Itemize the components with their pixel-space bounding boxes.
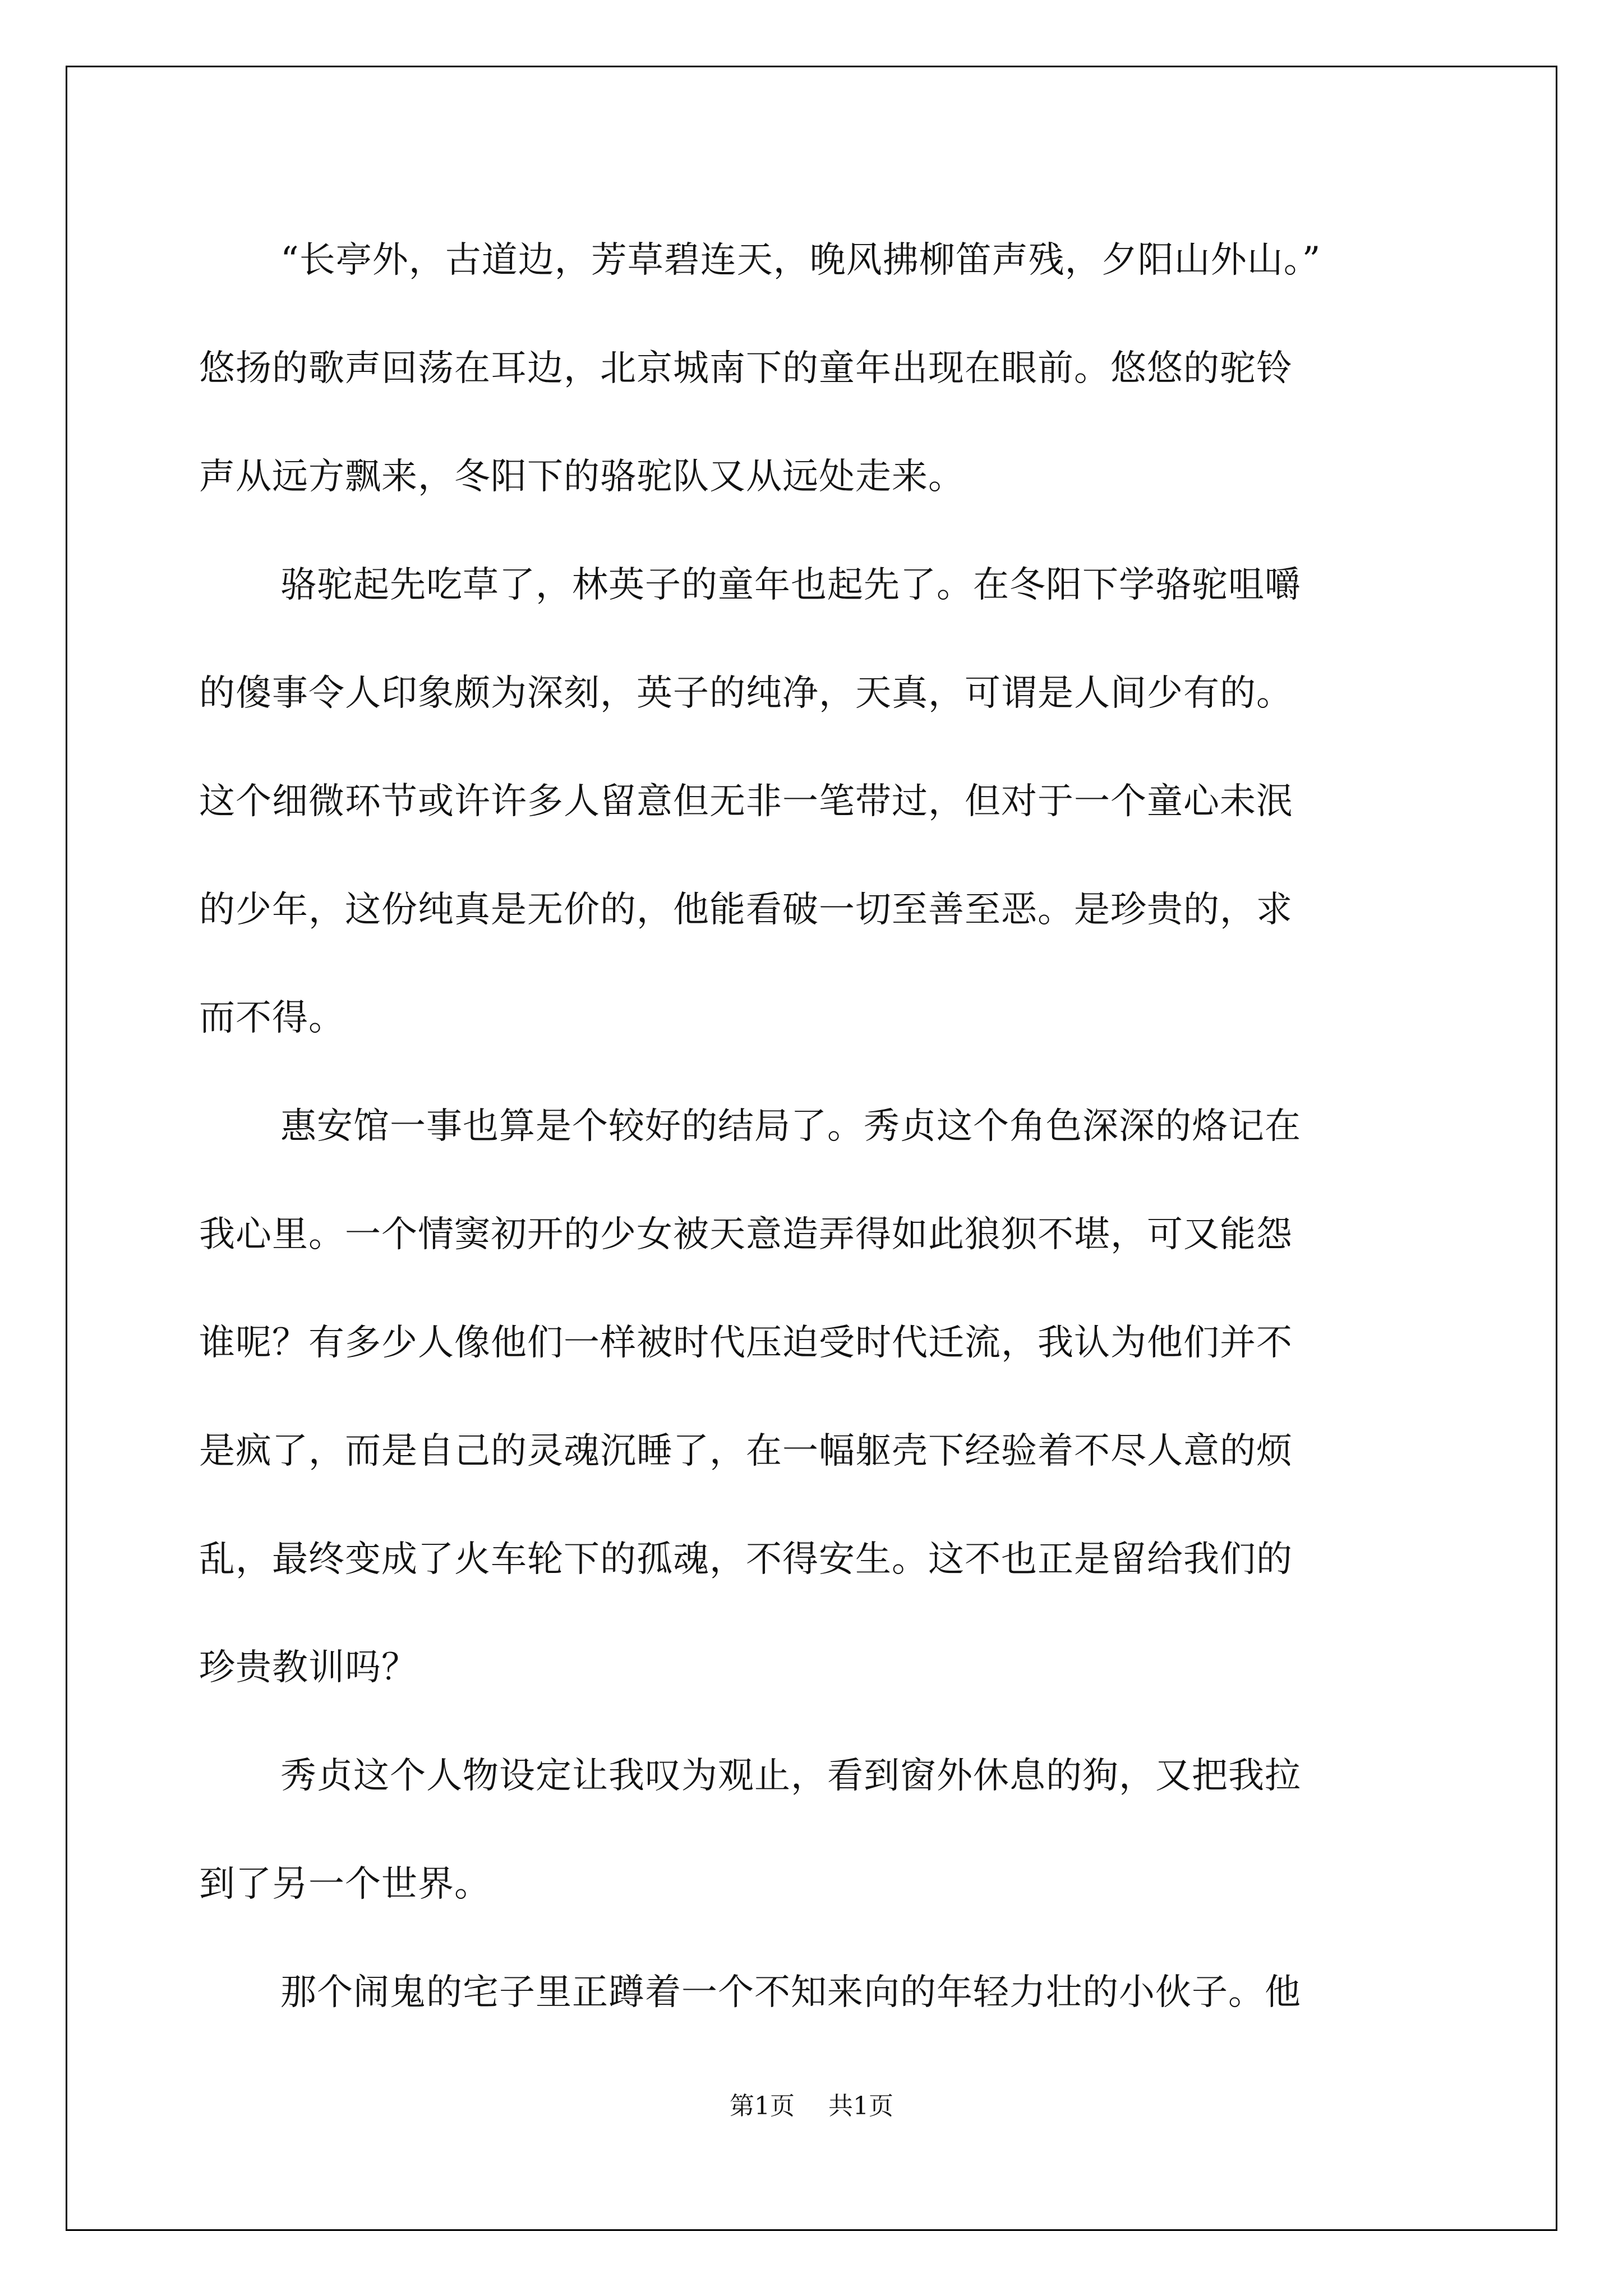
- paragraph-line: 秀贞这个人物设定让我叹为观止，看到窗外休息的狗，又把我拉: [280, 1755, 1301, 1797]
- paragraph-line: 而不得。: [199, 997, 345, 1039]
- paragraph-line: 骆驼起先吃草了，林英子的童年也起先了。在冬阳下学骆驼咀嚼: [280, 564, 1301, 606]
- page-total: 共1页: [828, 2092, 893, 2120]
- paragraph-line: 声从远方飘来，冬阳下的骆驼队又从远处走来。: [199, 456, 965, 498]
- paragraph-line: 谁呢？有多少人像他们一样被时代压迫受时代迁流，我认为他们并不: [199, 1322, 1293, 1364]
- paragraph-line: 的傻事令人印象颇为深刻，英子的纯净，天真，可谓是人间少有的。: [199, 673, 1293, 714]
- paragraph-line: 到了另一个世界。: [199, 1864, 491, 1905]
- paragraph-line: 这个细微环节或许许多人留意但无非一笔带过，但对于一个童心未泯: [199, 781, 1293, 822]
- page-footer: [0, 2086, 1623, 2122]
- document-body: [199, 206, 1450, 2047]
- paragraph-line: 惠安馆一事也算是个较好的结局了。秀贞这个角色深深的烙记在: [280, 1106, 1301, 1147]
- paragraph-line: 的少年，这份纯真是无价的，他能看破一切至善至恶。是珍贵的，求: [199, 889, 1293, 931]
- paragraph-line: “长亭外，古道边，芳草碧连天，晚风拂柳笛声残，夕阳山外山。”: [280, 240, 1321, 281]
- paragraph-line: 是疯了，而是自己的灵魂沉睡了，在一幅躯壳下经验着不尽人意的烦: [199, 1430, 1293, 1472]
- paragraph-line: 我心里。一个情窦初开的少女被天意造弄得如此狼狈不堪，可又能怨: [199, 1214, 1293, 1255]
- paragraph-line: 悠扬的歌声回荡在耳边，北京城南下的童年出现在眼前。悠悠的驼铃: [199, 348, 1293, 389]
- page-number: 第1页: [730, 2092, 795, 2120]
- paragraph-line: 乱，最终变成了火车轮下的孤魂，不得安生。这不也正是留给我们的: [199, 1539, 1293, 1580]
- paragraph-line: 珍贵教训吗？: [199, 1647, 418, 1688]
- paragraph-line: 那个闹鬼的宅子里正蹲着一个不知来向的年轻力壮的小伙子。他: [280, 1972, 1301, 2013]
